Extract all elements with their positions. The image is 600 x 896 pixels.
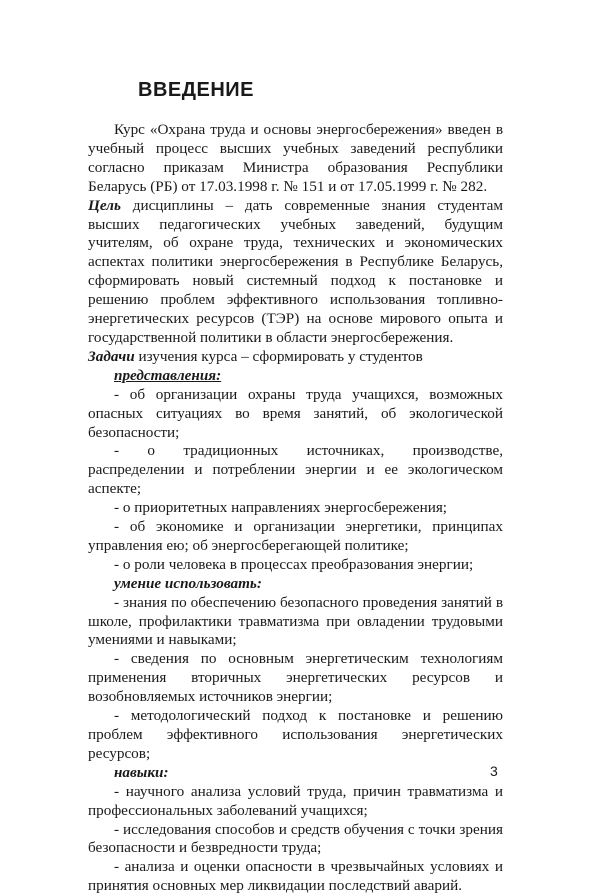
intro-paragraph: Курс «Охрана труда и основы энергосбережения» введен в учебный процесс высших учебных заведений республики согласно приказам Министра образования Республики Беларусь (РБ) от 17.03.1998 г. № 151 и от 17.05.1999 г. № 282. <box>88 121 503 195</box>
goal-term: Цель <box>88 196 121 214</box>
list-item: - об экономике и организации энергетики, принципах управления ею; об энергосберегающей политике; <box>88 518 503 554</box>
page-number: 3 <box>490 763 498 779</box>
goal-text: дисциплины – дать современные знания студентам высших педагогических учебных заведений, будущим учителям, об охране труда, технических и экономических аспектах политики энергосбережения в Республике Беларусь, сформировать новый системный подход к постановке и решению проблем эффективного использования топливно-энергетических ресурсов (ТЭР) на основе мирового опыта и государственной политики в области энергосбережения. <box>88 196 503 346</box>
list-item: - об организации охраны труда учащихся, возможных опасных ситуациях во время занятий, об экологической безопасности; <box>88 385 503 441</box>
section-heading-abilities: умение использовать: <box>114 574 262 592</box>
tasks-paragraph <box>88 348 503 367</box>
goal-paragraph <box>88 197 503 348</box>
tasks-text: изучения курса – сформировать у студентов <box>134 347 423 365</box>
section-heading-skills: навыки: <box>114 763 169 781</box>
page-title: ВВЕДЕНИЕ <box>138 79 254 101</box>
list-item: - о роли человека в процессах преобразования энергии; <box>114 555 474 573</box>
list-item: - о приоритетных направлениях энергосбережения; <box>114 499 448 517</box>
body-text <box>88 121 503 896</box>
section-heading-ideas: представления: <box>114 366 222 384</box>
list-item: - сведения по основным энергетическим технологиям применения вторичных энергетических ресурсов и возобновляемых источников энергии; <box>88 650 503 706</box>
list-item: - знания по обеспечению безопасного проведения занятий в школе, профилактики травматизма при овладении трудовыми умениями и навыками; <box>88 593 503 649</box>
tasks-term: Задачи <box>88 347 135 365</box>
list-item: - научного анализа условий труда, причин травматизма и профессиональных заболеваний учащихся; <box>88 782 503 819</box>
list-item: - о традиционных источниках, производстве, распределении и потреблении энергии и ее экологическом аспекте; <box>88 442 503 498</box>
list-item: - исследования способов и средств обучения с точки зрения безопасности и безвредности труда; <box>88 820 503 857</box>
list-item: - методологический подход к постановке и решению проблем эффективного использования энергетических ресурсов; <box>88 707 503 762</box>
list-item: - анализа и оценки опасности в чрезвычайных условиях и принятия основных мер ликвидации последствий аварий. <box>88 858 503 895</box>
